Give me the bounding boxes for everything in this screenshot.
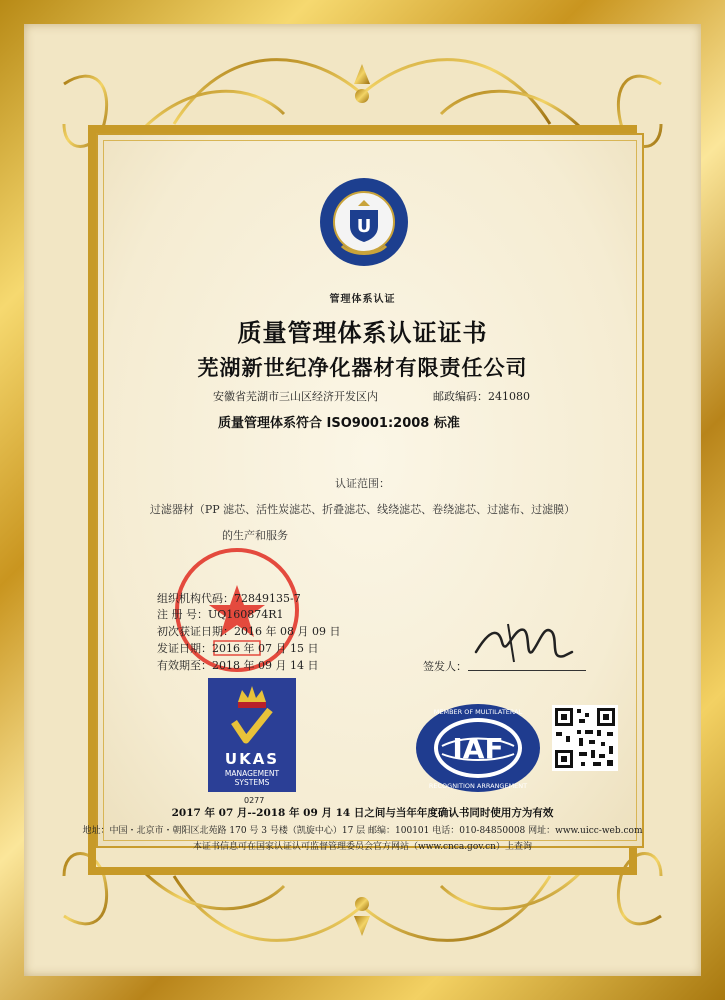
signature-line [468,670,586,671]
expiry-row [157,657,318,673]
company-name: 芜湖新世纪净化器材有限责任公司 [197,356,528,380]
registration-label: 注 册 号： [157,608,208,621]
first-issue-row [157,623,340,639]
company-address: 安徽省芜湖市三山区经济开发区内 [213,390,378,403]
certifier-logo-icon [318,176,410,280]
issue-date-label: 发证日期： [157,642,212,655]
ukas-line-2: SYSTEMS [234,778,270,787]
first-issue-value: 2016 年 08 月 09 日 [234,625,341,638]
org-code-value: 72849135-7 [234,592,301,605]
registration-row [157,606,284,622]
registration-value: UQ160874R1 [208,608,284,621]
logo-caption: 管理体系认证 [329,294,396,305]
iaf-logo-icon [412,700,544,796]
postcode: 邮政编码：241080 [433,390,530,403]
crown-checkmark-icon [230,684,274,748]
ukas-code: 0277 [244,796,265,805]
scope-line-1: 过滤器材（PP 滤芯、活性炭滤芯、折叠滤芯、线绕滤芯、卷绕滤芯、过滤布、过滤膜） [149,503,576,516]
footer-note: 本证书信息可在国家认证认可监督管理委员会官方网站（www.cnca.gov.cn）上查询 [193,842,532,852]
iaf-ring-top: MEMBER OF MULTILATERAL [433,708,523,716]
footer-address: 地址：中国・北京市・朝阳区北苑路 170 号 3 号楼（凯旋中心）17 层 邮编：100101 电话：010-84850008 网址：www.uicc-web.com [82,826,643,836]
issue-date-row [157,640,318,656]
iaf-word: IAF [452,732,504,765]
ukas-badge [208,678,296,792]
signer-label: 签发人： [423,660,467,673]
ukas-line-1: MANAGEMENT [224,769,280,778]
org-code-label: 组织机构代码： [157,592,234,605]
org-code-row [157,590,301,606]
ukas-word: UKAS [224,750,280,768]
expiry-label: 有效期至： [157,659,212,672]
iaf-ring-bottom: RECOGNITION ARRANGEMENT [428,782,528,790]
signature [468,612,578,670]
expiry-value: 2018 年 09 月 14 日 [212,659,319,672]
issue-date-value: 2016 年 07 月 15 日 [212,642,319,655]
qr-code-icon [552,705,618,771]
certificate-title: 质量管理体系认证证书 [237,319,488,347]
validity-statement: 2017 年 07 月--2018 年 09 月 14 日之间与当年年度确认书同时使用方为有效 [171,807,554,819]
scope-label: 认证范围： [335,477,390,490]
standard-statement: 质量管理体系符合 ISO9001:2008 标准 [218,416,460,431]
scope-line-2: 的生产和服务 [222,529,288,542]
svg-text:U: U [356,216,372,237]
first-issue-label: 初次获证日期： [157,625,234,638]
